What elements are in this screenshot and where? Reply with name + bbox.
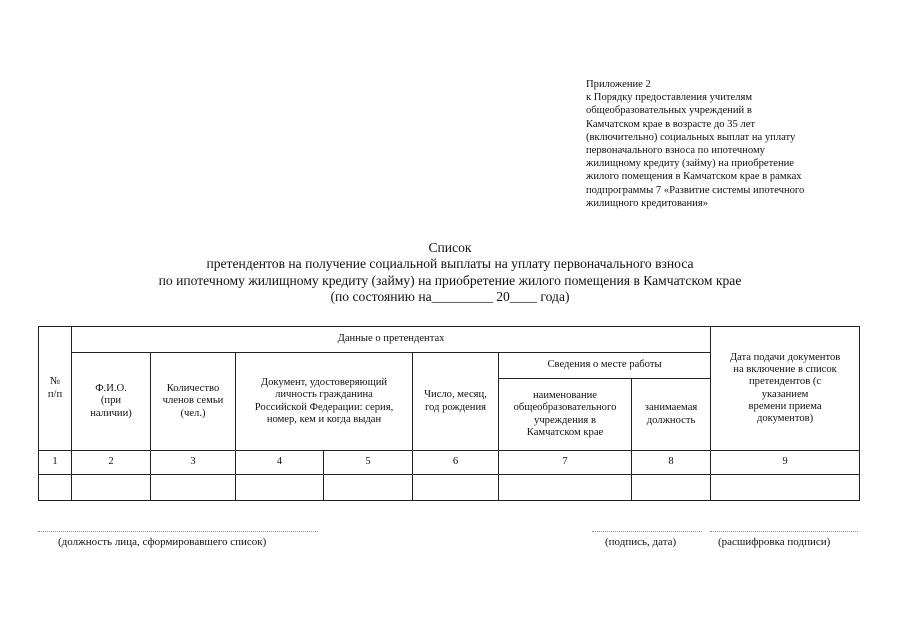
column-numbers-row	[39, 451, 860, 475]
table-cell	[236, 475, 324, 501]
table-cell	[39, 475, 72, 501]
appendix-line: Приложение 2	[586, 79, 651, 90]
position-signature-line	[38, 531, 318, 532]
document-title	[60, 240, 840, 305]
table-cell	[72, 475, 151, 501]
header-identity-document: Документ, удостоверяющий личность гражданина Российской Федерации: серия, номер, кем и когда выдан	[236, 353, 413, 451]
header-school-name: наименование общеобразовательного учреждения в Камчатском крае	[499, 379, 632, 451]
appendix-block	[586, 78, 876, 210]
position-label: (должность лица, сформировавшего список)	[58, 536, 267, 548]
signature-line	[592, 531, 702, 532]
title-line-3: по ипотечному жилищному кредиту (займу) на приобретение жилого помещения в Камчатском крае	[158, 272, 742, 288]
appendix-line: общеобразовательных учреждений в	[586, 105, 752, 117]
appendix-line: первоначального взноса по ипотечному	[586, 145, 765, 157]
header-birth-date: Число, месяц, год рождения	[413, 353, 499, 451]
signature-date-label: (подпись, дата)	[605, 536, 677, 548]
appendix-line: к Порядку предоставления учителям	[586, 92, 753, 104]
title-line-1: Список	[428, 240, 472, 255]
appendix-line: жилого помещения в Камчатском крае в рамках	[586, 171, 802, 183]
table-row	[39, 475, 860, 501]
applicants-table	[38, 326, 860, 501]
appendix-line: Камчатском крае в возрасте до 35 лет	[586, 118, 756, 130]
title-line-4: (по состоянию на_________ 20____ года)	[330, 288, 570, 304]
header-family-members: Количество членов семьи (чел.)	[151, 353, 236, 451]
header-work-info: Сведения о месте работы	[499, 353, 711, 379]
column-number: 2	[72, 451, 151, 475]
table-cell	[499, 475, 632, 501]
table-cell	[324, 475, 413, 501]
header-submission-date: Дата подачи документов на включение в список претендентов (с указанием времени приема документов)	[711, 327, 860, 451]
table-cell	[413, 475, 499, 501]
header-full-name: Ф.И.О. (при наличии)	[72, 353, 151, 451]
column-number: 1	[39, 451, 72, 475]
appendix-line: подпрограммы 7 «Развитие системы ипотечного	[586, 184, 805, 196]
title-line-2: претендентов на получение социальной выплаты на уплату первоначального взноса	[206, 256, 694, 272]
column-number: 9	[711, 451, 860, 475]
table-cell	[632, 475, 711, 501]
column-number: 3	[151, 451, 236, 475]
appendix-line: (включительно) социальных выплат на уплату	[586, 131, 796, 143]
header-position: занимаемая должность	[632, 379, 711, 451]
header-number: № п/п	[39, 327, 72, 451]
signature-decode-line	[710, 531, 858, 532]
column-number: 5	[324, 451, 413, 475]
column-number: 6	[413, 451, 499, 475]
column-number: 4	[236, 451, 324, 475]
column-number: 7	[499, 451, 632, 475]
header-applicants-data: Данные о претендентах	[72, 327, 711, 353]
column-number: 8	[632, 451, 711, 475]
appendix-line: жилищного кредитования»	[586, 197, 709, 209]
signature-decode-label: (расшифровка подписи)	[718, 536, 831, 548]
table-cell	[151, 475, 236, 501]
table-cell	[711, 475, 860, 501]
appendix-line: жилищному кредиту (займу) на приобретение	[586, 158, 794, 170]
